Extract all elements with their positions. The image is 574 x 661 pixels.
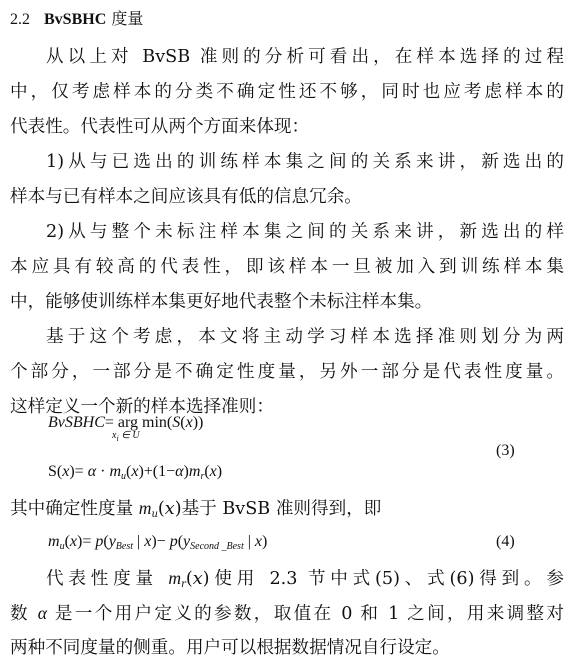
paragraph-line: 样本与已有样本之间应该具有低的信息冗余。 xyxy=(10,187,362,207)
section-number: 2.2 xyxy=(10,11,30,28)
formula-3-line-1: BvSBHC= arg min(S(x)) xyxy=(48,414,204,431)
paragraph-line: 基于这个考虑，本文将主动学习样本选择准则划分为两 xyxy=(46,327,564,347)
formula-intro-line: 其中确定性度量 $m_u(x)$基于 BvSB 准则得到，即 xyxy=(10,498,382,520)
closing-line: 数 α 是一个用户定义的参数，取值在 0 和 1 之间，用来调整对 xyxy=(10,603,564,624)
formula-3-line-2: $S(x)= \alpha \cdot m_u(x)+(1-\alpha)m_r(x)$ xyxy=(48,463,223,482)
paragraph-line: 这样定义一个新的样本选择准则： xyxy=(10,397,274,417)
closing-line: 两种不同度量的侧重。用户可以根据数据情况自行设定。 xyxy=(10,638,450,658)
section-title-zh: 度量 xyxy=(111,9,144,28)
equation-number-4: (4) xyxy=(496,533,515,550)
paragraph-line: 从以上对 BvSB 准则的分析可看出，在样本选择的过程 xyxy=(46,47,564,67)
paragraph-line: 代表性。代表性可从两个方面来体现： xyxy=(10,117,310,137)
paragraph-line: 中，仅考虑样本的分类不确定性还不够，同时也应考虑样本的 xyxy=(10,82,564,102)
closing-line: 代表性度量 $m_r(x)$使用 2.3 节中式(5)、式(6)得到。参 xyxy=(46,568,565,590)
section-title-en: BvSBHC xyxy=(44,11,107,28)
paragraph-line: 1)从与已选出的训练样本集之间的关系来讲，新选出的 xyxy=(46,152,564,172)
paragraph-line: 2)从与整个未标注样本集之间的关系来讲，新选出的样 xyxy=(46,222,564,242)
formula-4: $m_u(x)= p(y_{Best}$ | $x)- p(y_{Second \_Best}$ | x) xyxy=(48,533,268,552)
paragraph-line: 个部分，一部分是不确定性度量，另外一部分是代表性度量。 xyxy=(10,362,564,382)
formula-3-subscript: $x_i$ ∈ U xyxy=(112,430,140,443)
paragraph-line: 中，能够使训练样本集更好地代表整个未标注样本集。 xyxy=(10,292,433,312)
section-heading xyxy=(10,7,564,32)
equation-number-3: (3) xyxy=(496,442,515,459)
paragraph-line: 本应具有较高的代表性，即该样本一旦被加入到训练样本集 xyxy=(10,257,564,277)
